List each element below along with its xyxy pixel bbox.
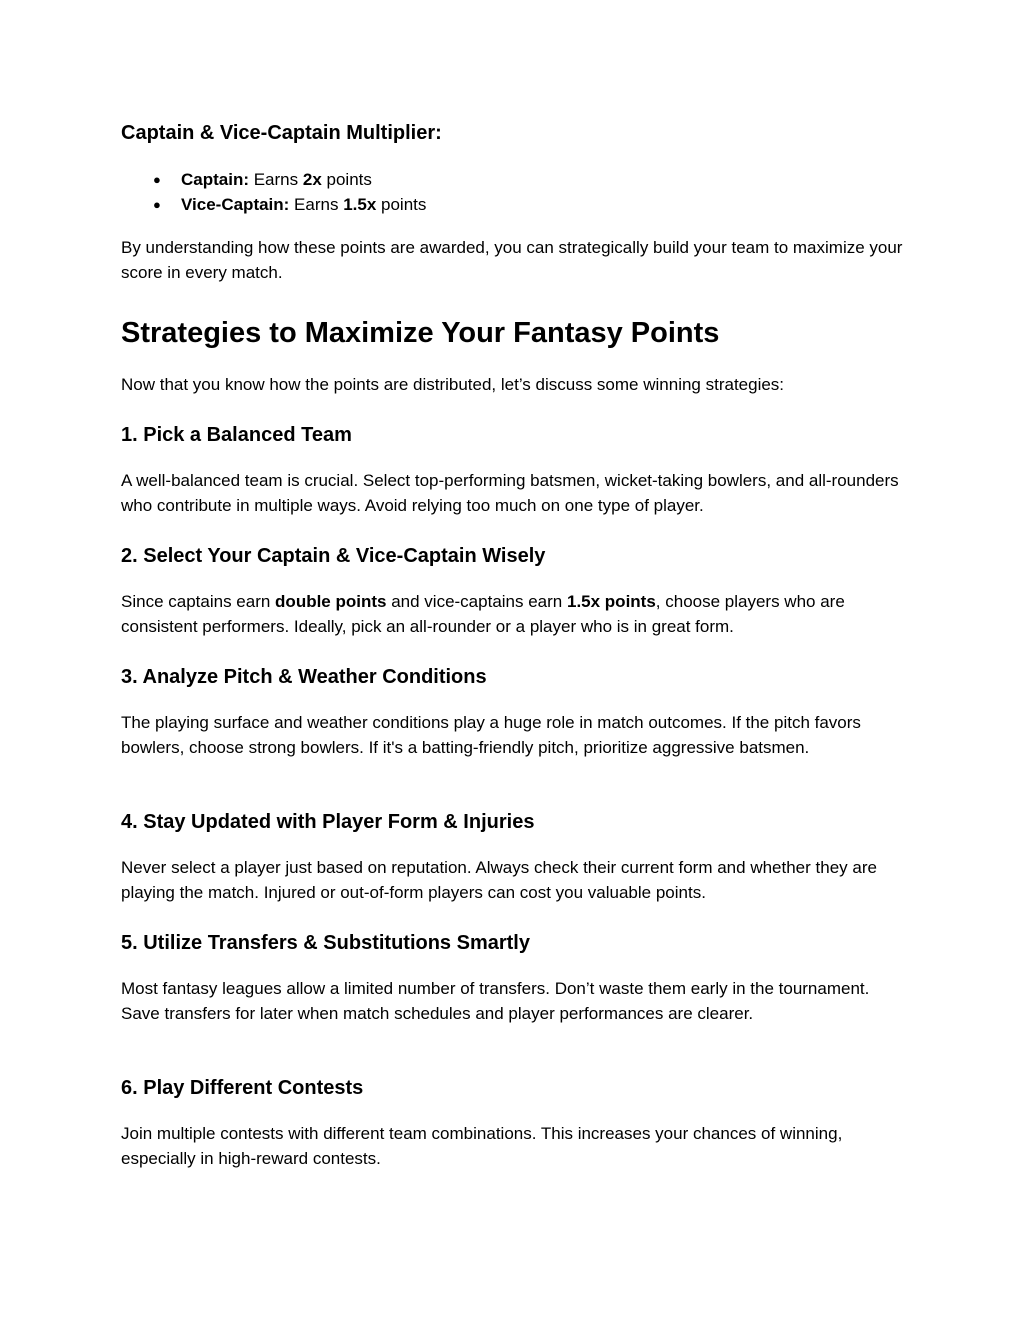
section-heading-3: 3. Analyze Pitch & Weather Conditions xyxy=(121,666,487,688)
strategies-heading: Strategies to Maximize Your Fantasy Points xyxy=(121,317,720,349)
section-text-2 xyxy=(121,590,911,639)
captain-label: Captain: xyxy=(181,170,249,189)
section-text-1: A well-balanced team is crucial. Select top-performing batsmen, wicket-taking bowlers, and all-rounders who contribute in multiple ways. Avoid relying too much on one type of player. xyxy=(121,471,899,515)
vice-captain-label: Vice-Captain: xyxy=(181,194,290,214)
captain-pre: Earns xyxy=(249,170,303,189)
bullet-icon: ● xyxy=(153,196,161,212)
section-text-2-c: and vice-captains earn xyxy=(386,592,567,611)
multiplier-list xyxy=(121,168,426,217)
captain-post: points xyxy=(321,170,372,189)
section-text-5: Most fantasy leagues allow a limited number of transfers. Don’t waste them early in the tournament. Save transfers for later when match schedules and player performances are clearer. xyxy=(121,979,870,1023)
section-text-6: Join multiple contests with different team combinations. This increases your chances of winning, especially in high-reward contests. xyxy=(121,1124,843,1168)
vice-captain-multiplier: 1.5x xyxy=(343,194,377,214)
captain-multiplier: 2x xyxy=(302,170,322,189)
vice-captain-post: points xyxy=(376,194,427,214)
bullet-icon: ● xyxy=(153,172,161,187)
strategies-intro: Now that you know how the points are distributed, let’s discuss some winning strategies: xyxy=(121,375,785,394)
vice-captain-pre: Earns xyxy=(289,194,344,214)
section-text-2-e: , choose players who are consistent performers. Ideally, pick an all-rounder or a player who is in great form. xyxy=(121,592,845,636)
section-heading-2: 2. Select Your Captain & Vice-Captain Wisely xyxy=(121,545,546,567)
section-heading-4: 4. Stay Updated with Player Form & Injuries xyxy=(121,811,535,833)
section-text-4: Never select a player just based on reputation. Always check their current form and whether they are playing the match. Injured or out-of-form players can cost you valuable points. xyxy=(121,858,877,902)
section-heading-5: 5. Utilize Transfers & Substitutions Smartly xyxy=(121,932,530,954)
list-item-vice-captain xyxy=(121,193,426,218)
section-text-3: The playing surface and weather conditions play a huge role in match outcomes. If the pitch favors bowlers, choose strong bowlers. If it's a batting-friendly pitch, prioritize aggressive batsmen. xyxy=(121,713,861,757)
multiplier-heading: Captain & Vice-Captain Multiplier: xyxy=(121,122,442,144)
intro-paragraph: By understanding how these points are awarded, you can strategically build your team to maximize your score in every match. xyxy=(121,238,903,282)
one-point-five-points-text: 1.5x points xyxy=(566,592,656,611)
double-points-text: double points xyxy=(275,592,387,611)
list-item-captain xyxy=(121,168,426,193)
section-text-2-a: Since captains earn xyxy=(121,592,276,611)
section-heading-6: 6. Play Different Contests xyxy=(121,1077,364,1099)
section-heading-1: 1. Pick a Balanced Team xyxy=(121,424,352,446)
